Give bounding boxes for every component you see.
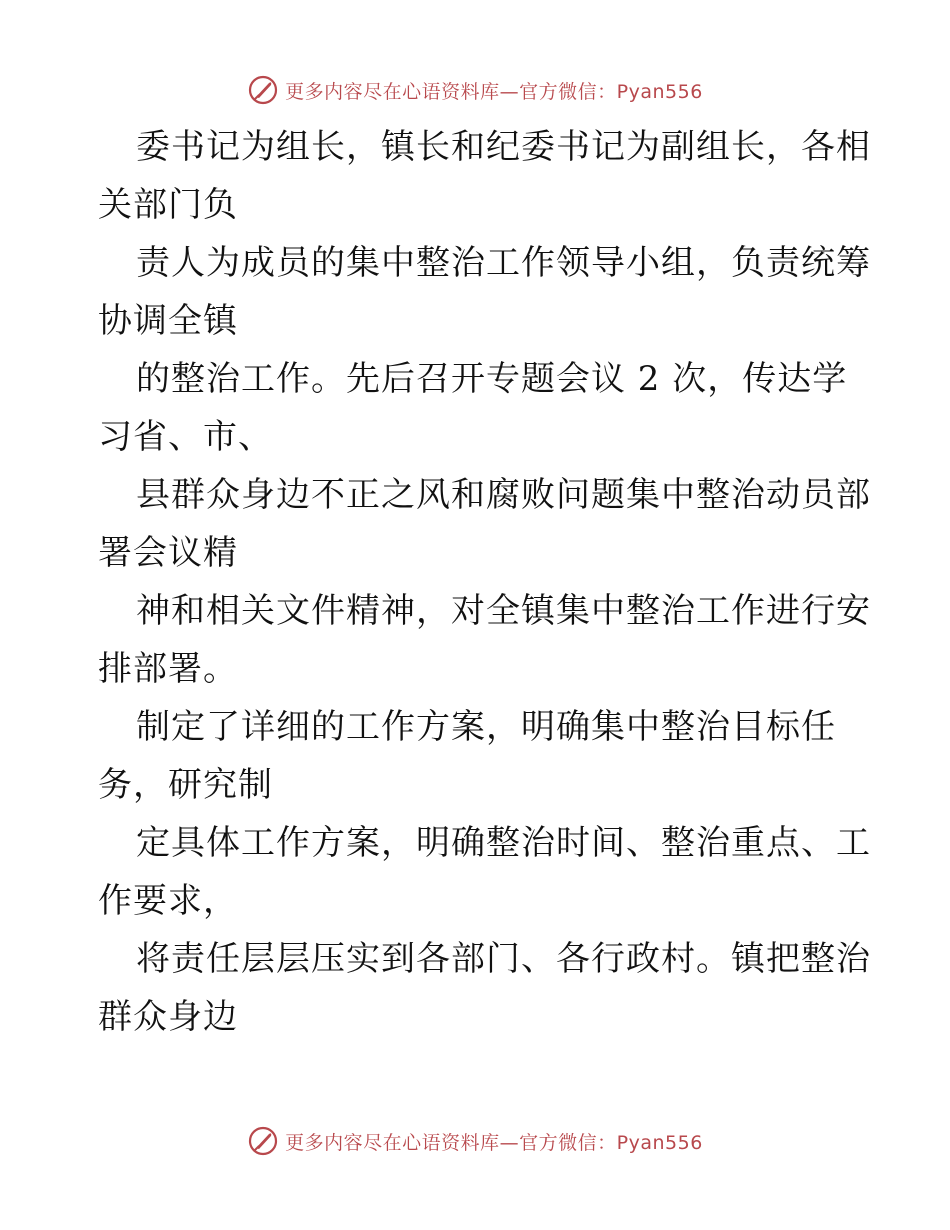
watermark-text: 更多内容尽在心语资料库—官方微信：Pyan556 bbox=[285, 1131, 703, 1154]
document-body bbox=[98, 118, 871, 1046]
paragraph-5-line-2: 排部署。 bbox=[98, 649, 238, 689]
paragraph-7-line-1: 定具体工作方案，明确整治时间、整治重点、工 bbox=[136, 823, 871, 863]
paragraph-4-line-1: 县群众身边不正之风和腐败问题集中整治动员部 bbox=[136, 475, 871, 515]
paragraph-2-line-1: 责人为成员的集中整治工作领导小组，负责统筹 bbox=[136, 243, 871, 283]
paragraph-4-line-2: 署会议精 bbox=[98, 533, 238, 573]
paragraph-6-line-1: 制定了详细的工作方案，明确集中整治目标任 bbox=[136, 707, 836, 747]
paragraph-3-line-1: 的整治工作。先后召开专题会议 2 次，传达学 bbox=[136, 359, 848, 399]
paragraph-8-line-1: 将责任层层压实到各部门、各行政村。镇把整治 bbox=[136, 939, 871, 979]
paragraph-1-line-1: 委书记为组长，镇长和纪委书记为副组长，各相 bbox=[136, 127, 871, 167]
feather-pen-logo-icon bbox=[247, 1125, 279, 1157]
header-watermark bbox=[0, 70, 950, 110]
paragraph-1-line-2: 关部门负 bbox=[98, 185, 238, 225]
paragraph-8-line-2: 群众身边 bbox=[98, 997, 238, 1037]
paragraph-5-line-1: 神和相关文件精神，对全镇集中整治工作进行安 bbox=[136, 591, 871, 631]
footer-watermark bbox=[0, 1121, 950, 1161]
feather-pen-logo-icon bbox=[247, 74, 279, 106]
paragraph-2-line-2: 协调全镇 bbox=[98, 301, 238, 341]
watermark-text: 更多内容尽在心语资料库—官方微信：Pyan556 bbox=[285, 80, 703, 103]
paragraph-7-line-2: 作要求， bbox=[98, 881, 238, 921]
paragraph-6-line-2: 务，研究制 bbox=[98, 765, 273, 805]
paragraph-3-line-2: 习省、市、 bbox=[98, 417, 273, 457]
